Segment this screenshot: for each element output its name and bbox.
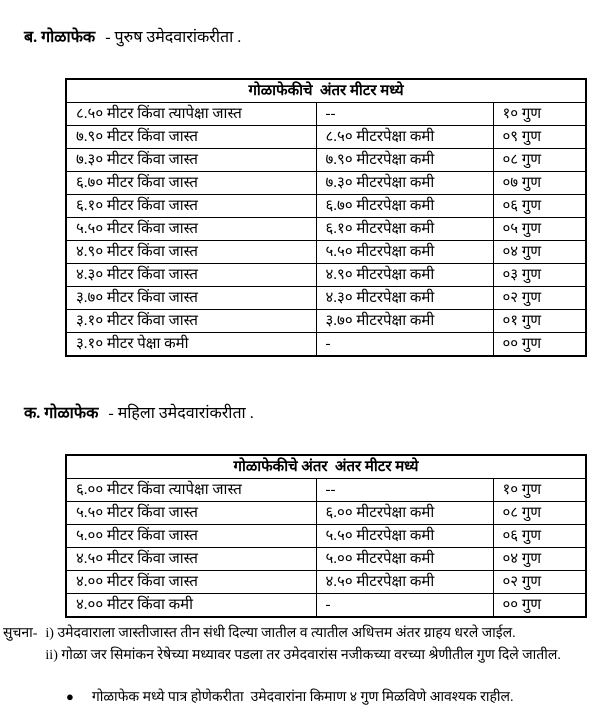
- table-cell-distance: ३.७० मीटर किंवा जास्त: [66, 287, 316, 310]
- table-cell-upper-limit: ७.३० मीटरपेक्षा कमी: [316, 172, 493, 195]
- table-cell-upper-limit: ८.५० मीटरपेक्षा कमी: [316, 126, 493, 149]
- notes-section: [3, 623, 601, 667]
- notes-items: [45, 623, 560, 667]
- table-cell-upper-limit: ५.५० मीटरपेक्षा कमी: [316, 241, 493, 264]
- table-cell-marks: ०८ गुण: [493, 149, 586, 172]
- women-table-header: गोळाफेकीचे अंतर अंतर मीटर मध्ये: [66, 455, 586, 479]
- table-cell-upper-limit: ५.०० मीटरपेक्षा कमी: [316, 548, 493, 571]
- table-cell-upper-limit: --: [316, 479, 493, 502]
- table-cell-marks: ०६ गुण: [493, 195, 586, 218]
- table-cell-distance: ३.१० मीटर किंवा जास्त: [66, 310, 316, 333]
- table-cell-distance: ६.०० मीटर किंवा त्यापेक्षा जास्त: [66, 479, 316, 502]
- table-cell-marks: ०४ गुण: [493, 548, 586, 571]
- table-cell-upper-limit: ५.५० मीटरपेक्षा कमी: [316, 525, 493, 548]
- table-cell-distance: ७.९० मीटर किंवा जास्त: [66, 126, 316, 149]
- table-cell-upper-limit: ३.७० मीटरपेक्षा कमी: [316, 310, 493, 333]
- table-row: [66, 264, 586, 287]
- table-cell-distance: ४.९० मीटर किंवा जास्त: [66, 241, 316, 264]
- table-cell-marks: ०२ गुण: [493, 287, 586, 310]
- table-cell-upper-limit: ४.५० मीटरपेक्षा कमी: [316, 571, 493, 594]
- table-cell-marks: ०१ गुण: [493, 310, 586, 333]
- table-cell-marks: १० गुण: [493, 103, 586, 126]
- table-cell-distance: ४.३० मीटर किंवा जास्त: [66, 264, 316, 287]
- table-cell-upper-limit: ७.९० मीटरपेक्षा कमी: [316, 149, 493, 172]
- table-cell-marks: ०५ गुण: [493, 218, 586, 241]
- table-cell-distance: ४.०० मीटर किंवा कमी: [66, 594, 316, 618]
- table-cell-upper-limit: ४.३० मीटरपेक्षा कमी: [316, 287, 493, 310]
- table-cell-marks: ०२ गुण: [493, 571, 586, 594]
- table-cell-marks: ०९ गुण: [493, 126, 586, 149]
- table-row: [66, 149, 586, 172]
- table-row: [66, 195, 586, 218]
- table-cell-distance: ५.५० मीटर किंवा जास्त: [66, 218, 316, 241]
- table-cell-distance: ६.१० मीटर किंवा जास्त: [66, 195, 316, 218]
- table-cell-upper-limit: -: [316, 594, 493, 618]
- women-score-table: [65, 454, 587, 618]
- table-cell-marks: ०३ गुण: [493, 264, 586, 287]
- table-cell-marks: ०४ गुण: [493, 241, 586, 264]
- table-cell-marks: ०० गुण: [493, 594, 586, 618]
- table-cell-upper-limit: ४.९० मीटरपेक्षा कमी: [316, 264, 493, 287]
- table-row: [66, 287, 586, 310]
- bullet-icon: ●: [66, 689, 74, 704]
- section-heading-women: [8, 381, 601, 447]
- table-cell-distance: ४.५० मीटर किंवा जास्त: [66, 548, 316, 571]
- table-row: [66, 218, 586, 241]
- table-row: [66, 525, 586, 548]
- table-row: [66, 310, 586, 333]
- table-row: [66, 502, 586, 525]
- table-header-row: [66, 79, 586, 103]
- table-row: [66, 103, 586, 126]
- table-cell-marks: १० गुण: [493, 479, 586, 502]
- table-row: [66, 241, 586, 264]
- table-cell-distance: ८.५० मीटर किंवा त्यापेक्षा जास्त: [66, 103, 316, 126]
- bullet-note: [66, 687, 601, 708]
- table-row: [66, 479, 586, 502]
- table-cell-distance: ५.५० मीटर किंवा जास्त: [66, 502, 316, 525]
- section-label-men: ब. गोळाफेक: [24, 29, 96, 46]
- table-cell-marks: ०६ गुण: [493, 525, 586, 548]
- table-row: [66, 333, 586, 357]
- table-row: [66, 172, 586, 195]
- section-label-women: क. गोळाफेक: [24, 405, 99, 422]
- bullet-note-text: गोळाफेक मध्ये पात्र होणेकरीता उमेदवारांना किमाण ४ गुण मिळविणे आवश्यक राहील.: [91, 690, 514, 705]
- notes-label: सुचना-: [3, 626, 38, 641]
- note-item-1: i) उमेदवाराला जास्तीजास्त तीन संधी दिल्या जातील व त्यातील अधित्तम अंतर ग्राहय धरले जाईल.: [45, 626, 516, 641]
- table-cell-distance: ४.०० मीटर किंवा जास्त: [66, 571, 316, 594]
- table-cell-upper-limit: ६.७० मीटरपेक्षा कमी: [316, 195, 493, 218]
- section-subtitle-men: - पुरुष उमेदवारांकरीता .: [105, 29, 242, 46]
- table-cell-distance: ३.१० मीटर पेक्षा कमी: [66, 333, 316, 357]
- table-cell-upper-limit: ६.१० मीटरपेक्षा कमी: [316, 218, 493, 241]
- table-row: [66, 571, 586, 594]
- table-cell-marks: ०० गुण: [493, 333, 586, 357]
- table-cell-marks: ०८ गुण: [493, 502, 586, 525]
- table-row: [66, 548, 586, 571]
- table-cell-upper-limit: -: [316, 333, 493, 357]
- table-row: [66, 126, 586, 149]
- table-cell-upper-limit: --: [316, 103, 493, 126]
- table-cell-marks: ०७ गुण: [493, 172, 586, 195]
- men-score-table: [65, 78, 587, 357]
- table-row: [66, 594, 586, 618]
- men-table-header: गोळाफेकीचे अंतर मीटर मध्ये: [66, 79, 586, 103]
- table-cell-distance: ६.७० मीटर किंवा जास्त: [66, 172, 316, 195]
- section-subtitle-women: - महिला उमेदवारांकरीता .: [108, 405, 254, 422]
- table-cell-distance: ७.३० मीटर किंवा जास्त: [66, 149, 316, 172]
- note-item-2: ii) गोळा जर सिमांकन रेषेच्या मध्यावर पडला तर उमेदवारांस नजीकच्या वरच्या श्रेणीतील गुण दिले जातील.: [45, 648, 561, 663]
- table-header-row: [66, 455, 586, 479]
- section-heading-men: [8, 5, 601, 71]
- table-cell-distance: ५.०० मीटर किंवा जास्त: [66, 525, 316, 548]
- table-cell-upper-limit: ६.०० मीटरपेक्षा कमी: [316, 502, 493, 525]
